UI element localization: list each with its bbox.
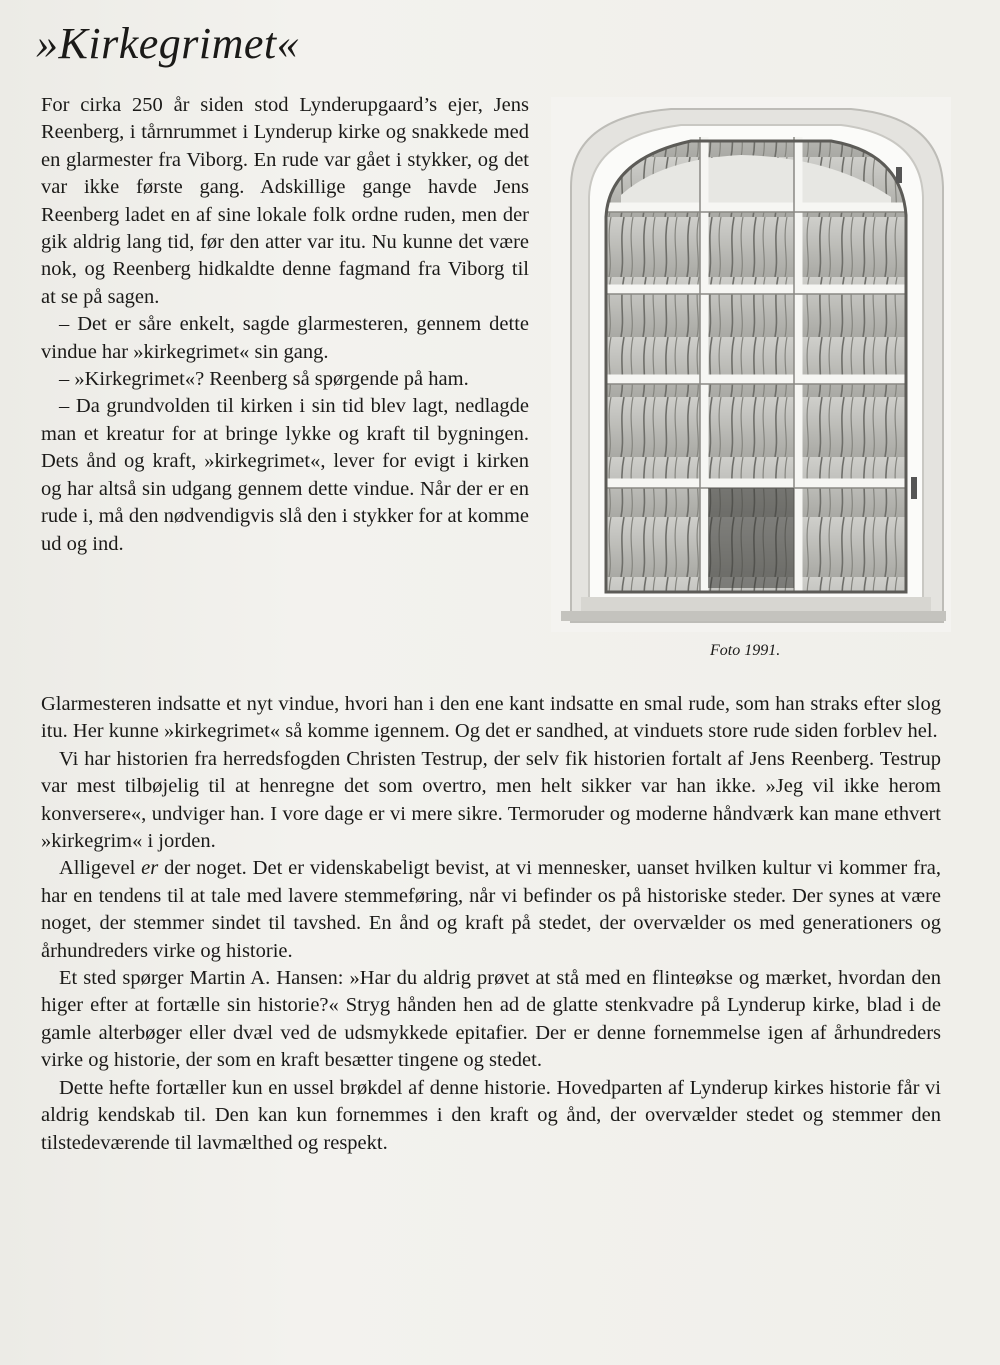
paragraph: Vi har historien fra herredsfogden Christen Testrup, der selv fik historien fortalt af Jens Reenberg. Testrup var mest tilbøjelig til at henregne det som overtro, men helt sikker var han ikke. »Jeg vil ikke herom konversere«, undviger han. I vore dage er vi mere sikre. Termoruder og moderne håndværk kan mane ethvert »kirkegrim« i jorden.	[41, 747, 941, 853]
paragraph-text: der noget. Det er videnskabeligt bevist, at vi mennesker, uanset hvilken kultur vi kommer fra, har en tendens til at tale med lavere stemmeføring, når vi befinder os på historiske steder. Der synes at være noget, der stemmer sindet til tavshed. En ånd og kraft på stedet, der overvælder os med generationers og århundreders virke og historie.	[41, 857, 941, 962]
paragraph: Dette hefte fortæller kun en ussel brøkdel af denne historie. Hovedparten af Lynderup kirkes historie får vi aldrig kendskab til. Den kan kun fornemmes i den kraft og ånd, der overvælder stedet og stemmer den tilstedeværende til lavmælthed og respekt.	[41, 1076, 941, 1154]
paragraph: Et sted spørger Martin A. Hansen: »Har du aldrig prøvet at stå med en flinteøkse og mærket, hvordan den higer efter at fortælle sin historie?« Stryg hånden hen ad de glatte stenkvadre på Lynderup kirke, blad i de gamle alterbøger eller dvæl ved de udsmykkede epitafier. Der er denne fornemmelse igen af århundreders virke og historie, der som en kraft besætter tingene og stedet.	[41, 967, 941, 1072]
paragraph-text: Alligevel	[59, 857, 142, 880]
paragraph: For cirka 250 år siden stod Lynderupgaard’s ejer, Jens Reenberg, i tårnrummet i Lynderup kirke og snakkede med en glarmester fra Viborg. En rude var gået i stykker, og det var ikke første gang. Adskillige gange havde Jens Reenberg ladet en af sine lokale folk ordne ruden, men der gik aldrig lang tid, før den atter var itu. Nu kunne det være nok, og Reenberg hidkaldte denne fagmand fra Viborg til at se på sagen.	[41, 94, 529, 308]
photo-caption: Foto 1991.	[710, 642, 781, 659]
paragraph: – Det er såre enkelt, sagde glarmesteren, gennem dette vindue har »kirkegrimet« sin gang.	[41, 313, 529, 363]
paragraph: – »Kirkegrimet«? Reenberg så spørgende på ham.	[59, 368, 469, 391]
church-window-photo	[551, 97, 951, 632]
full-width-text	[41, 691, 941, 1157]
paragraph: Glarmesteren indsatte et nyt vindue, hvori han i den ene kant indsatte en smal rude, som han straks efter slog itu. Her kunne »kirkegrimet« så komme igennem. Og det er sandhed, at vinduets store rude siden forblev hel.	[41, 693, 941, 743]
article-title: »Kirkegrimet«	[36, 19, 300, 68]
paragraph: – Da grundvolden til kirken i sin tid blev lagt, nedlagde man et kreatur for at bringe lykke og kraft til bygningen. Dets ånd og kraft, »kirkegrimet«, lever for evigt i kirken og har altså sin udgang gennem dette vindue. Når der er en rude i, må den nødvendigvis slå den i stykker for at komme ud og ind.	[41, 395, 529, 555]
emphasis-text: er	[141, 857, 159, 880]
left-column-text	[41, 92, 529, 558]
paragraph	[41, 855, 941, 965]
